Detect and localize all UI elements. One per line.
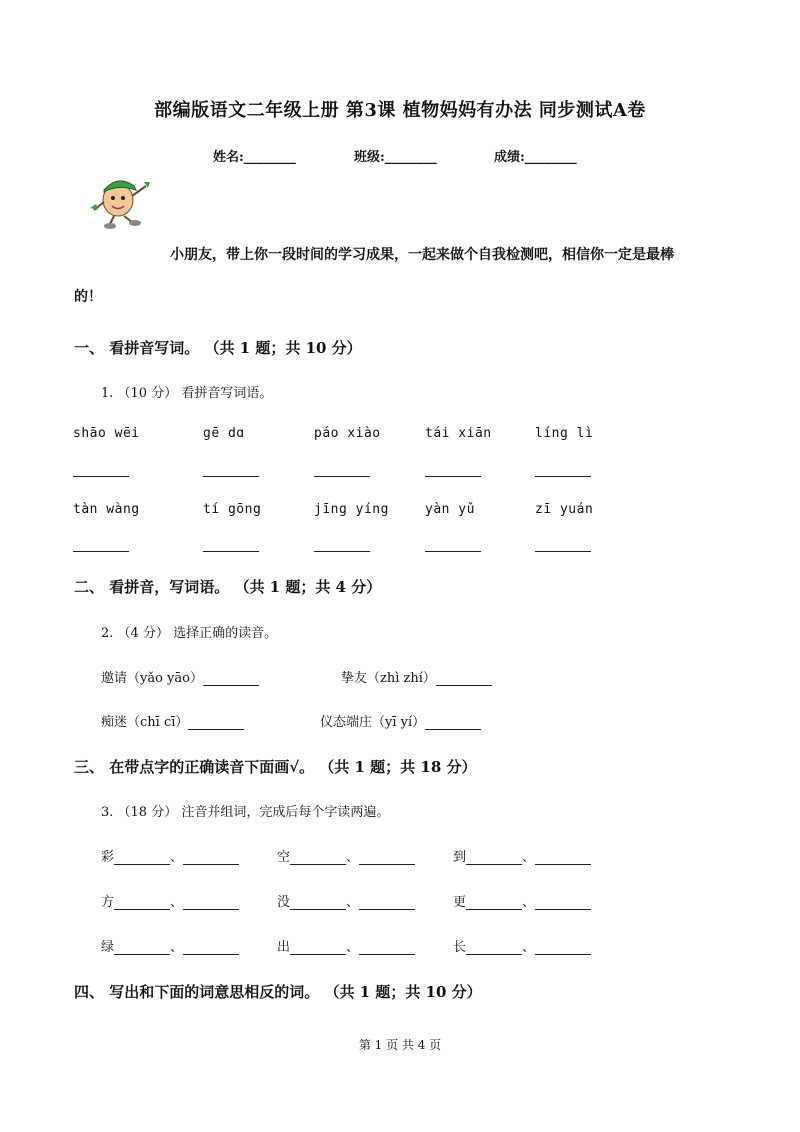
name-field: 姓名:________: [213, 150, 296, 165]
separator: 、: [522, 850, 536, 865]
choice-item: [320, 711, 481, 730]
answer-blank[interactable]: [425, 715, 481, 730]
char-label: 到: [453, 850, 467, 865]
answer-blank[interactable]: [359, 895, 415, 910]
pinyin-item: zī yuán: [535, 502, 594, 517]
answer-blank[interactable]: [290, 850, 346, 865]
char-label: 彩: [101, 850, 115, 865]
char-label: 更: [453, 895, 467, 910]
answer-blank[interactable]: [425, 476, 481, 477]
separator: 、: [346, 850, 360, 865]
char-label: 空: [277, 850, 291, 865]
char-item: [101, 936, 239, 955]
answer-blank[interactable]: [73, 551, 129, 552]
separator: 、: [522, 940, 536, 955]
pinyin-item: yàn yǔ: [425, 502, 475, 517]
char-label: 长: [453, 940, 467, 955]
question-2: 2. （4 分） 选择正确的读音。: [101, 626, 278, 641]
choice-label: 痴迷（chī cī）: [101, 715, 189, 730]
answer-blank[interactable]: [183, 940, 239, 955]
answer-blank[interactable]: [535, 850, 591, 865]
answer-blank[interactable]: [436, 671, 492, 686]
page-number: 第 1 页 共 4 页: [358, 1038, 442, 1052]
class-field: 班级:________: [354, 150, 437, 165]
intro-text-line1: 小朋友，带上你一段时间的学习成果，一起来做个自我检测吧，相信你一定是最棒: [170, 247, 674, 263]
choice-label: 邀请（yǎo yāo）: [101, 671, 203, 686]
page-title: 部编版语文二年级上册 第3课 植物妈妈有办法 同步测试A卷: [154, 100, 646, 121]
separator: 、: [170, 850, 184, 865]
char-label: 没: [277, 895, 291, 910]
separator: 、: [170, 940, 184, 955]
char-item: [277, 936, 415, 955]
answer-blank[interactable]: [359, 940, 415, 955]
choice-item: [341, 667, 492, 686]
char-label: 出: [277, 940, 291, 955]
answer-blank[interactable]: [290, 895, 346, 910]
char-item: [453, 936, 591, 955]
question-1: 1. （10 分） 看拼音写词语。: [101, 386, 273, 401]
pinyin-item: tàn wàng: [73, 502, 140, 517]
section-heading-4: 四、 写出和下面的词意思相反的词。 （共 1 题；共 10 分）: [74, 983, 482, 1001]
score-field: 成绩:________: [494, 150, 577, 165]
cartoon-mascot-icon: [88, 172, 158, 230]
answer-blank[interactable]: [535, 551, 591, 552]
pinyin-item: tái xiān: [425, 426, 492, 441]
char-label: 方: [101, 895, 115, 910]
separator: 、: [522, 895, 536, 910]
answer-blank[interactable]: [425, 551, 481, 552]
pinyin-item: páo xiào: [314, 426, 381, 441]
answer-blank[interactable]: [466, 895, 522, 910]
char-item: [277, 846, 415, 865]
choice-label: 仪态端庄（yī yí）: [320, 715, 426, 730]
answer-blank[interactable]: [203, 476, 259, 477]
answer-blank[interactable]: [183, 850, 239, 865]
answer-blank[interactable]: [535, 940, 591, 955]
answer-blank[interactable]: [188, 715, 244, 730]
section-heading-1: 一、 看拼音写词。 （共 1 题；共 10 分）: [74, 339, 362, 357]
char-item: [277, 891, 415, 910]
choice-item: [101, 667, 259, 686]
char-item: [101, 846, 239, 865]
section-heading-2: 二、 看拼音，写词语。 （共 1 题；共 4 分）: [74, 578, 382, 596]
answer-blank[interactable]: [535, 895, 591, 910]
answer-blank[interactable]: [114, 895, 170, 910]
char-label: 绿: [101, 940, 115, 955]
answer-blank[interactable]: [203, 551, 259, 552]
answer-blank[interactable]: [314, 476, 370, 477]
intro-text-line2: 的！: [74, 289, 102, 305]
pinyin-item: jīng yíng: [314, 502, 389, 517]
answer-blank[interactable]: [314, 551, 370, 552]
pinyin-item: gē dɑ: [203, 426, 245, 441]
pinyin-item: líng lì: [535, 426, 594, 441]
char-item: [101, 891, 239, 910]
answer-blank[interactable]: [183, 895, 239, 910]
separator: 、: [346, 895, 360, 910]
answer-blank[interactable]: [114, 940, 170, 955]
char-item: [453, 891, 591, 910]
question-3: 3. （18 分） 注音并组词，完成后每个字读两遍。: [101, 805, 390, 820]
separator: 、: [346, 940, 360, 955]
char-item: [453, 846, 591, 865]
pinyin-item: tí gōng: [203, 502, 262, 517]
separator: 、: [170, 895, 184, 910]
answer-blank[interactable]: [535, 476, 591, 477]
pinyin-item: shāo wēi: [73, 426, 140, 441]
answer-blank[interactable]: [290, 940, 346, 955]
answer-blank[interactable]: [203, 671, 259, 686]
choice-item: [101, 711, 244, 730]
answer-blank[interactable]: [359, 850, 415, 865]
answer-blank[interactable]: [466, 940, 522, 955]
section-heading-3: 三、 在带点字的正确读音下面画√。 （共 1 题；共 18 分）: [74, 758, 477, 776]
answer-blank[interactable]: [73, 476, 129, 477]
answer-blank[interactable]: [114, 850, 170, 865]
answer-blank[interactable]: [466, 850, 522, 865]
choice-label: 挚友（zhì zhí）: [341, 671, 436, 686]
